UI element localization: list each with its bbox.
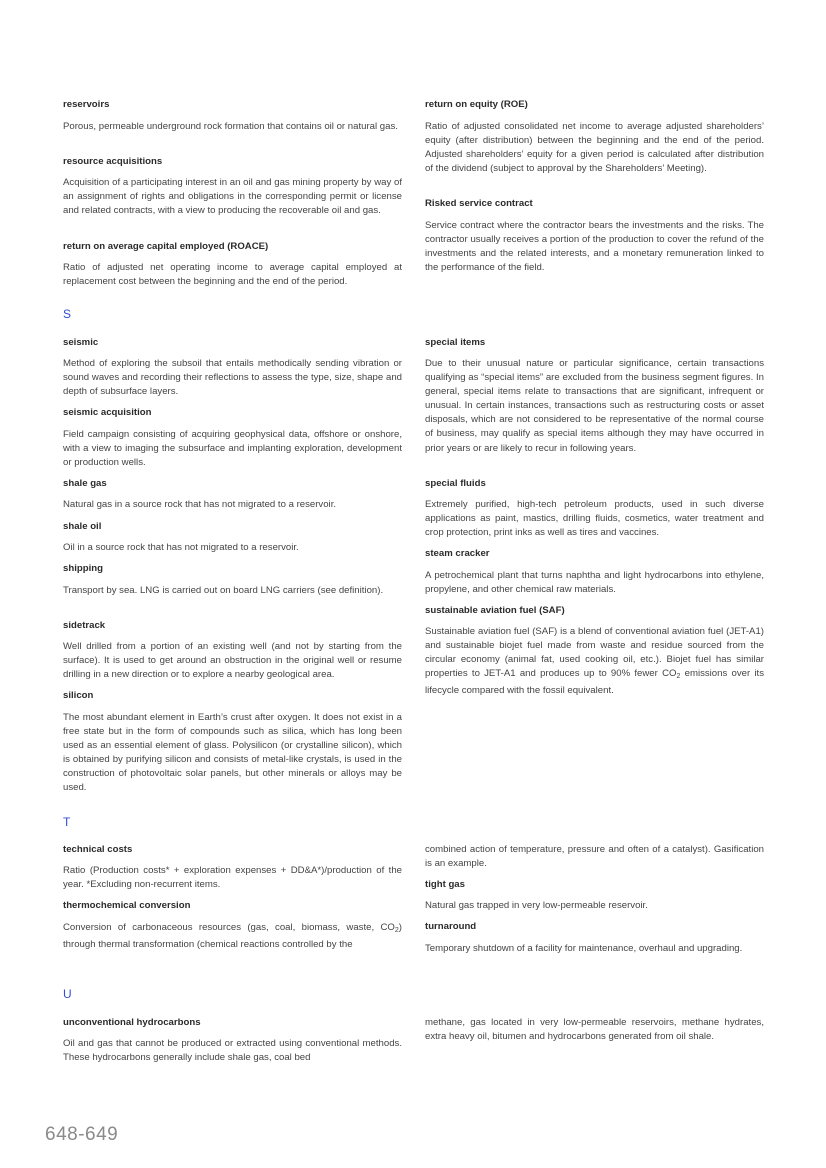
term-risked-service-contract: Risked service contract bbox=[425, 198, 533, 209]
def-turnaround: Temporary shutdown of a facility for maintenance, overhaul and upgrading. bbox=[425, 943, 743, 954]
term-roace: return on average capital employed (ROACE) bbox=[63, 241, 269, 252]
term-saf: sustainable aviation fuel (SAF) bbox=[425, 605, 565, 616]
def-saf bbox=[425, 625, 764, 698]
def-tight-gas: Natural gas trapped in very low-permeable reservoir. bbox=[425, 900, 648, 911]
def-seismic: Method of exploring the subsoil that entails methodically sending vibration or sound waves and recording their reflections to assess the type, size, shape and depth of subsurface layers. bbox=[63, 358, 402, 398]
term-steam-cracker: steam cracker bbox=[425, 548, 490, 559]
term-resource-acquisitions: resource acquisitions bbox=[63, 156, 163, 167]
def-thermochemical-subscript: 2 bbox=[394, 927, 399, 934]
term-special-items: special items bbox=[425, 337, 486, 348]
def-shale-oil: Oil in a source rock that has not migrated to a reservoir. bbox=[63, 542, 299, 553]
def-shipping: Transport by sea. LNG is carried out on board LNG carriers (see definition). bbox=[63, 585, 384, 596]
section-letter-u: U bbox=[63, 987, 72, 1001]
def-seismic-acquisition: Field campaign consisting of acquiring geophysical data, offshore or onshore, with a view to imaging the subsurface and implanting exploration, development or production wells. bbox=[63, 429, 402, 469]
def-risked-service-contract: Service contract where the contractor bears the investments and the risks. The contractor usually receives a portion of the production to cover the refund of the investments and the related interests, and a monetary remuneration linked to the performance of the field. bbox=[425, 220, 764, 274]
def-roace: Ratio of adjusted net operating income to average capital employed at replacement cost between the beginning and the end of the period. bbox=[63, 262, 402, 288]
def-unconventional-hydrocarbons: Oil and gas that cannot be produced or extracted using conventional methods. These hydrocarbons generally include shale gas, coal bed bbox=[63, 1038, 402, 1064]
term-turnaround: turnaround bbox=[425, 921, 477, 932]
def-saf-text-a: Sustainable aviation fuel (SAF) is a blend of conventional aviation fuel (JET-A1) and sustainable biojet fuel made from waste and residue sourced from the circular economy (animal fat, used cooking oil, etc.). Biojet fuel has similar properties to JET-A1 and produces up to 90% fewer CO bbox=[425, 626, 764, 680]
term-unconventional-hydrocarbons: unconventional hydrocarbons bbox=[63, 1017, 201, 1028]
def-thermochemical-continued: combined action of temperature, pressure and often of a catalyst). Gasification is an example. bbox=[425, 844, 764, 870]
term-thermochemical-conversion: thermochemical conversion bbox=[63, 900, 191, 911]
term-tight-gas: tight gas bbox=[425, 879, 465, 890]
term-shale-gas: shale gas bbox=[63, 478, 107, 489]
term-silicon: silicon bbox=[63, 690, 94, 701]
term-technical-costs: technical costs bbox=[63, 844, 133, 855]
def-special-items: Due to their unusual nature or particular significance, certain transactions qualifying as “special items” are excluded from the business segment figures. In general, special items relate to transactions that are significant, infrequent or unusual. In certain instances, transactions such as restructuring costs or asset disposals, which are not considered to be representative of the normal course of business, may qualify as special items although they may have occurred in prior years or are likely to recur in following years. bbox=[425, 358, 764, 454]
term-sidetrack: sidetrack bbox=[63, 620, 106, 631]
def-special-fluids: Extremely purified, high-tech petroleum products, used in such diverse applications as paint, mastics, drilling fluids, cosmetics, water treatment and crop protection, print inks as well as tires and vaccines. bbox=[425, 499, 764, 539]
term-special-fluids: special fluids bbox=[425, 478, 486, 489]
def-saf-text-b: emissions over its lifecycle compared with the fossil equivalent. bbox=[425, 668, 764, 697]
def-silicon: The most abundant element in Earth’s crust after oxygen. It does not exist in a free state but in the form of compounds such as silica, which has long been used as an essential element of glass. Polysilicon (or crystalline silicon), which is obtained by purifying silicon and consists of metal-like crystals, is used in the construction of photovoltaic solar panels, but other minerals or alloys may be used. bbox=[63, 712, 402, 794]
section-letter-t: T bbox=[63, 815, 71, 829]
term-reservoirs: reservoirs bbox=[63, 99, 110, 110]
def-thermochemical-text-a: Conversion of carbonaceous resources (gas, coal, biomass, waste, CO bbox=[63, 922, 395, 933]
term-shale-oil: shale oil bbox=[63, 521, 102, 532]
def-reservoirs: Porous, permeable underground rock formation that contains oil or natural gas. bbox=[63, 121, 398, 132]
def-sidetrack: Well drilled from a portion of an existing well (and not by starting from the surface). It is used to get around an obstruction in the original well or resume drilling in a new direction or to explore a nearby geological area. bbox=[63, 641, 402, 681]
def-thermochemical-text-b: ) through thermal transformation (chemical reactions controlled by the bbox=[63, 922, 402, 951]
def-saf-subscript: 2 bbox=[676, 673, 681, 681]
def-technical-costs: Ratio (Production costs* + exploration expenses + DD&A*)/production of the year. *Excluding non-recurrent items. bbox=[63, 865, 402, 891]
term-seismic-acquisition: seismic acquisition bbox=[63, 407, 152, 418]
def-resource-acquisitions: Acquisition of a participating interest in an oil and gas mining property by way of an assignment of rights and obligations in the corresponding permit or license and related contracts, with a view to producing the recoverable oil and gas. bbox=[63, 177, 402, 217]
def-unconventional-continued: methane, gas located in very low-permeable reservoirs, methane hydrates, extra heavy oil, bitumen and hydrocarbons generated from oil shale. bbox=[425, 1017, 764, 1043]
term-seismic: seismic bbox=[63, 337, 99, 348]
term-shipping: shipping bbox=[63, 563, 103, 574]
page-numbers: 648-649 bbox=[45, 1124, 119, 1145]
section-letter-s: S bbox=[63, 307, 72, 321]
def-shale-gas: Natural gas in a source rock that has not migrated to a reservoir. bbox=[63, 499, 337, 510]
def-roe: Ratio of adjusted consolidated net income to average adjusted shareholders’ equity (after distribution) between the beginning and the end of the period. Adjusted shareholders’ equity for a given period is calculated after distribution of the dividend (subject to approval by the Shareholders’ Meeting). bbox=[425, 121, 764, 175]
def-steam-cracker: A petrochemical plant that turns naphtha and light hydrocarbons into ethylene, propylene, and other chemical raw materials. bbox=[425, 570, 764, 596]
def-thermochemical-conversion bbox=[63, 921, 402, 952]
term-roe: return on equity (ROE) bbox=[425, 99, 528, 110]
